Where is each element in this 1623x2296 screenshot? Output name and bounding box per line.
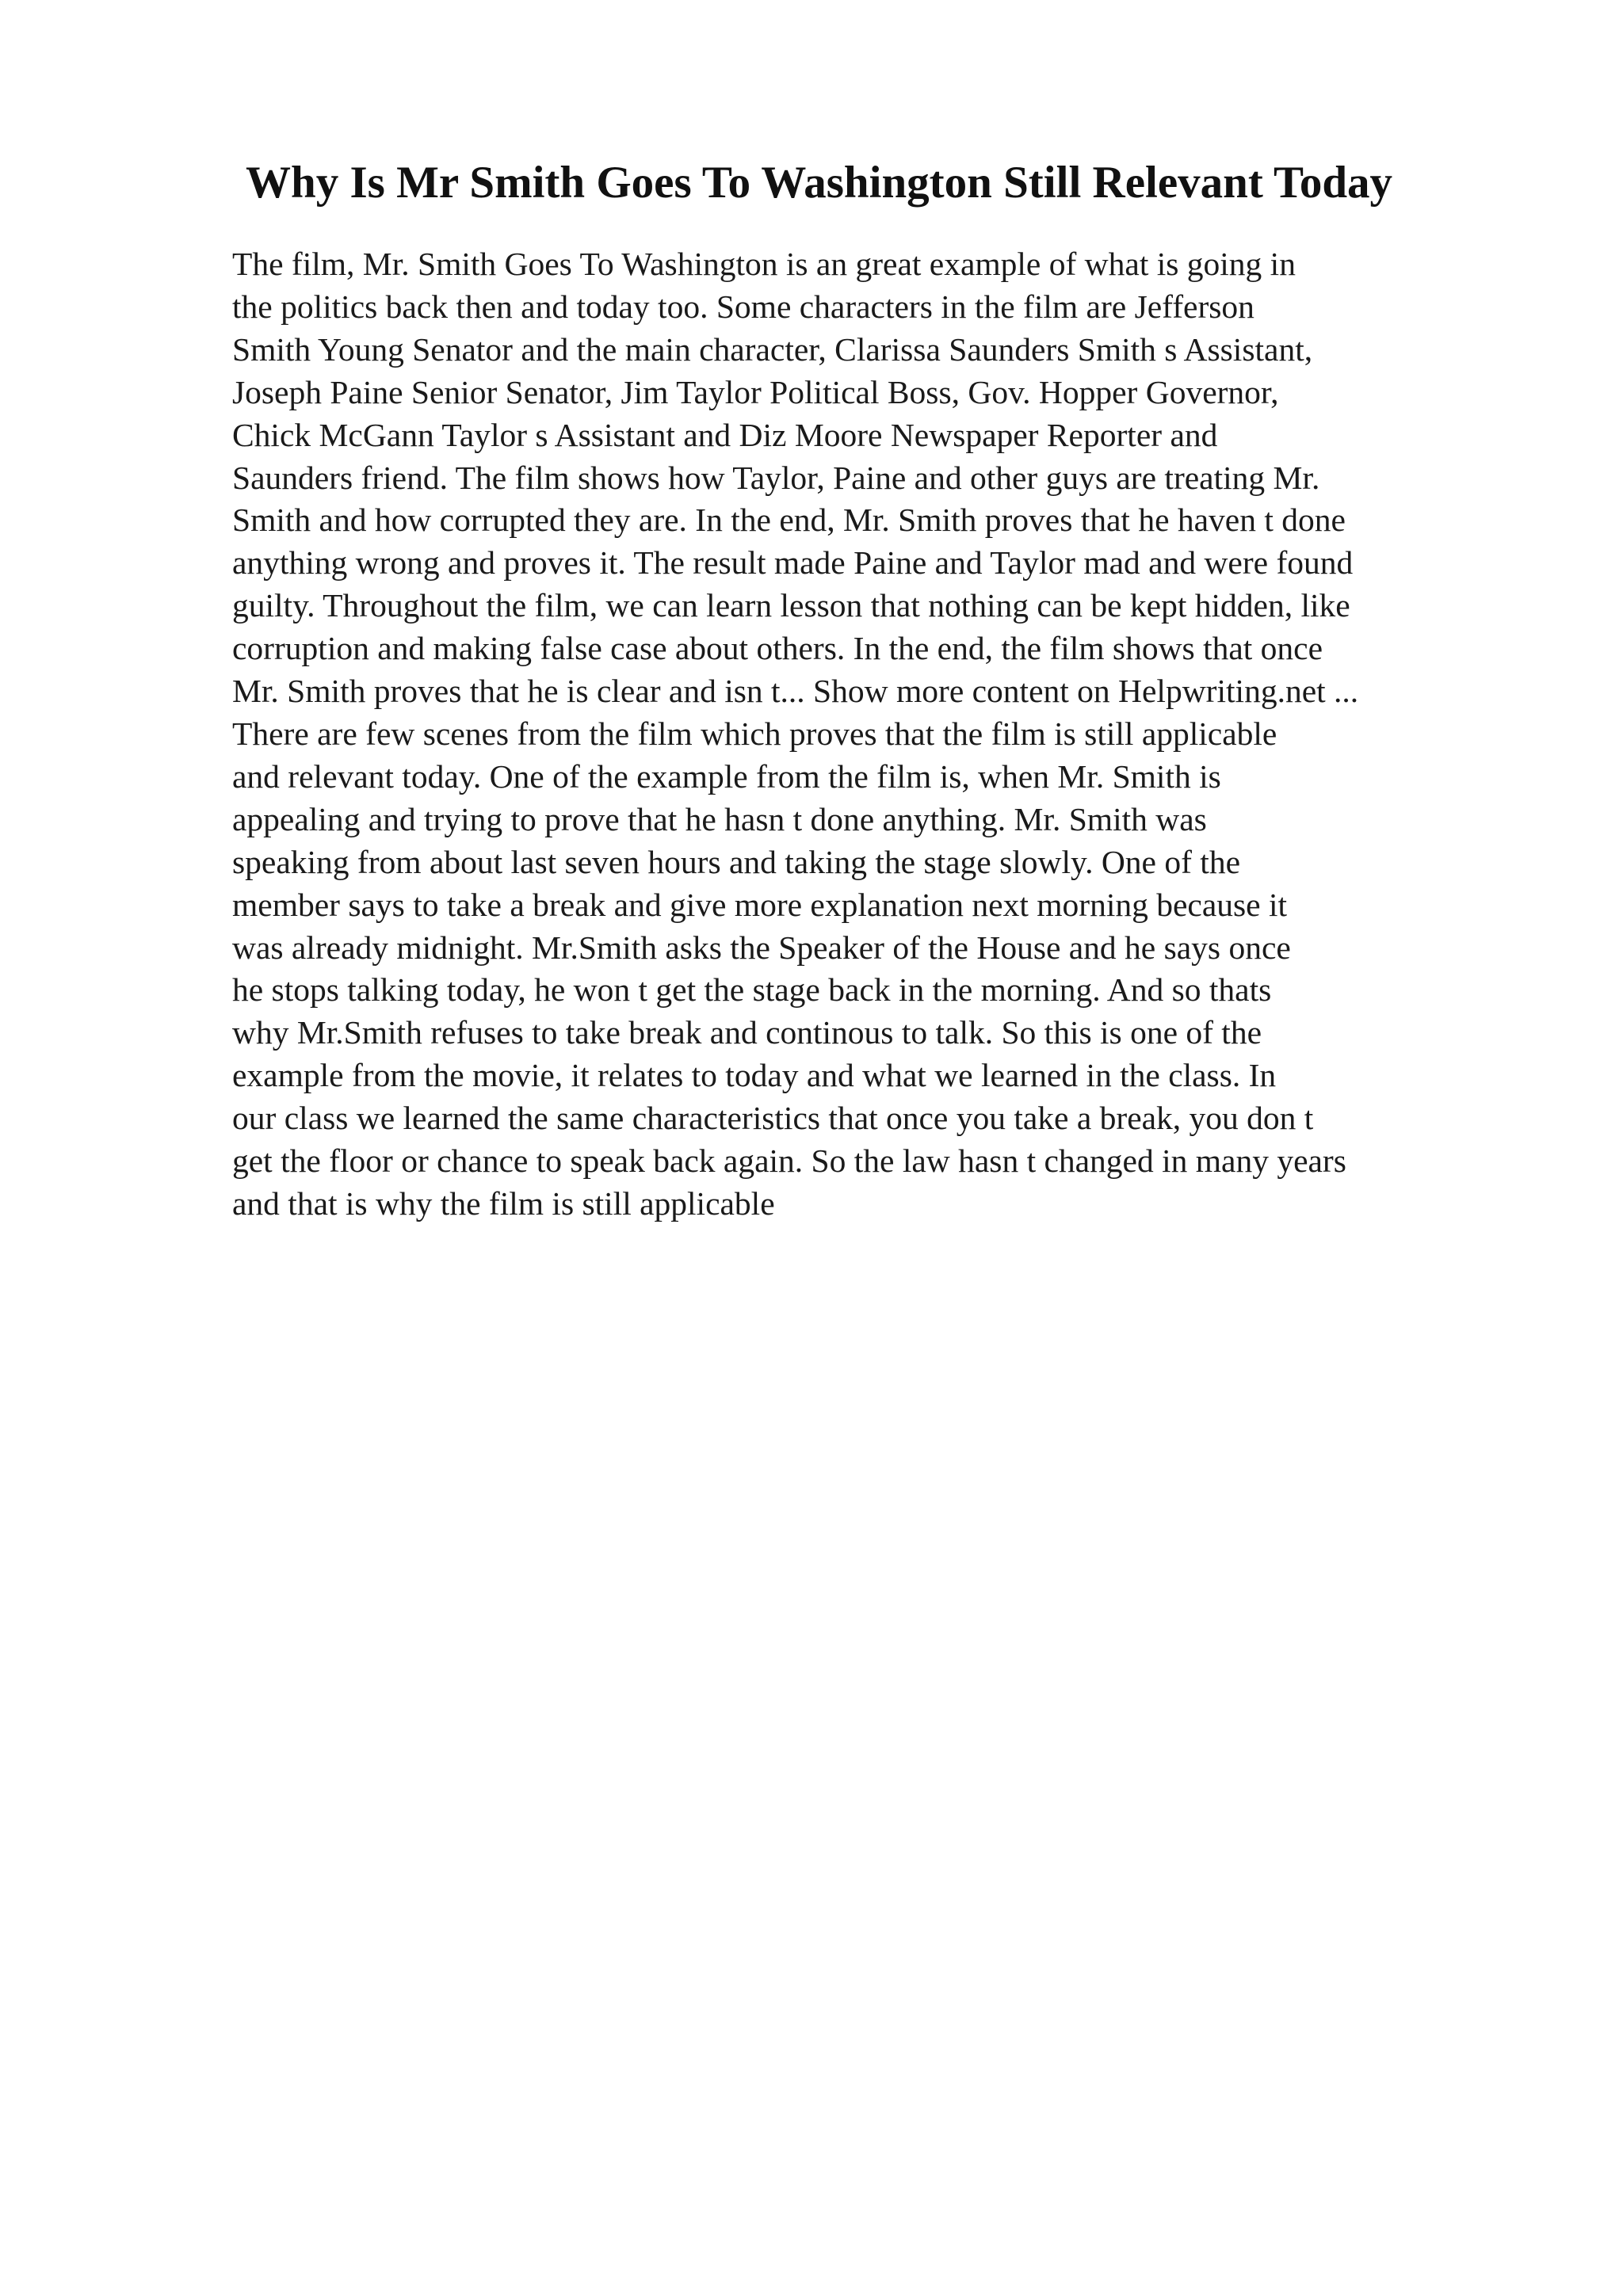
body-line: anything wrong and proves it. The result made Paine and Taylor mad and were found: [232, 544, 1354, 582]
body-line: Saunders friend. The film shows how Taylor, Paine and other guys are treating Mr.: [232, 459, 1320, 496]
body-line: guilty. Throughout the film, we can learn lesson that nothing can be kept hidden, like: [232, 587, 1350, 624]
body-line: Mr. Smith proves that he is clear and isn t... Show more content on Helpwriting.net ...: [232, 673, 1359, 710]
body-line: speaking from about last seven hours and taking the stage slowly. One of the: [232, 843, 1240, 880]
body-line: our class we learned the same characteristics that once you take a break, you don t: [232, 1100, 1314, 1137]
document-title: Why Is Mr Smith Goes To Washington Still Relevant Today: [246, 158, 1393, 208]
body-line: the politics back then and today too. Some characters in the film are Jefferson: [232, 288, 1254, 325]
body-line: why Mr.Smith refuses to take break and continous to talk. So this is one of the: [232, 1014, 1262, 1051]
document-body: [232, 243, 1516, 1226]
body-line: he stops talking today, he won t get the stage back in the morning. And so thats: [232, 971, 1272, 1009]
body-line: get the floor or chance to speak back again. So the law hasn t changed in many years: [232, 1142, 1346, 1180]
body-line: member says to take a break and give more explanation next morning because it: [232, 886, 1287, 923]
body-line: and relevant today. One of the example from the film is, when Mr. Smith is: [232, 757, 1221, 795]
body-line: example from the movie, it relates to today and what we learned in the class. In: [232, 1057, 1277, 1094]
body-line: The film, Mr. Smith Goes To Washington is an great example of what is going in: [232, 246, 1296, 282]
body-line: was already midnight. Mr.Smith asks the Speaker of the House and he says once: [232, 929, 1291, 966]
body-line: There are few scenes from the film which proves that the film is still applicable: [232, 715, 1277, 752]
body-line: corruption and making false case about others. In the end, the film shows that once: [232, 630, 1323, 667]
body-line: appealing and trying to prove that he hasn t done anything. Mr. Smith was: [232, 800, 1207, 837]
body-line: Smith and how corrupted they are. In the end, Mr. Smith proves that he haven t done: [232, 502, 1346, 539]
body-line: Chick McGann Taylor s Assistant and Diz Moore Newspaper Reporter and: [232, 416, 1218, 453]
body-line: Joseph Paine Senior Senator, Jim Taylor Political Boss, Gov. Hopper Governor,: [232, 373, 1279, 410]
body-line: and that is why the film is still applicable: [232, 1184, 775, 1222]
body-line: Smith Young Senator and the main character, Clarissa Saunders Smith s Assistant,: [232, 330, 1313, 368]
